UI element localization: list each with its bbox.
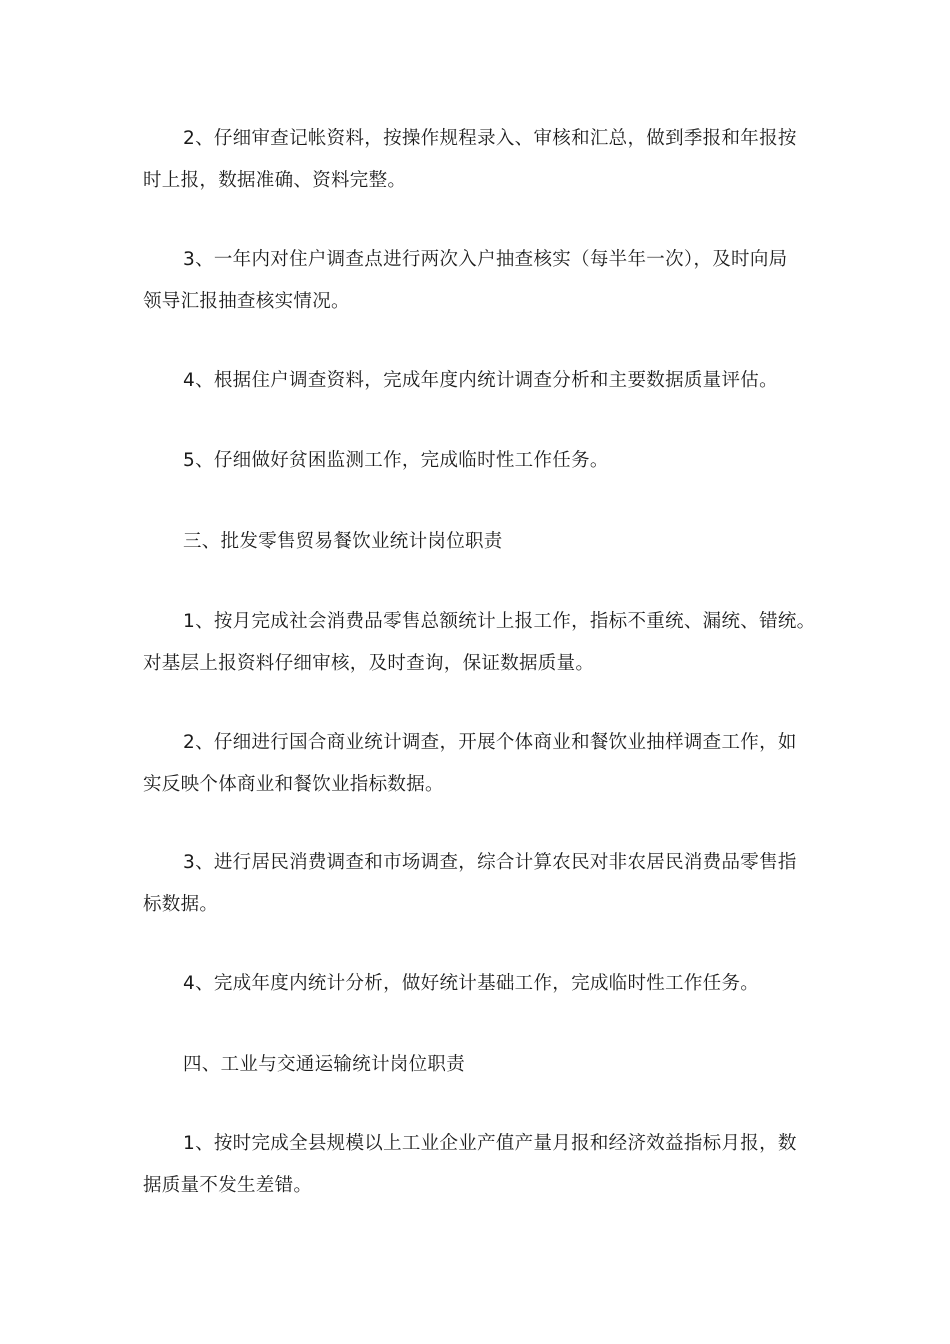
paragraph-p8 [143, 963, 823, 1005]
paragraph-line: 1、按时完成全县规模以上工业企业产值产量月报和经济效益指标月报，数 [183, 1133, 797, 1154]
paragraph-p7 [143, 842, 823, 926]
paragraph-line: 4、根据住户调查资料，完成年度内统计调查分析和主要数据质量评估。 [183, 370, 778, 391]
paragraph-p5 [143, 601, 823, 685]
paragraph-p4 [143, 440, 823, 482]
paragraph-line: 1、按月完成社会消费品零售总额统计上报工作，指标不重统、漏统、错统。 [183, 611, 816, 632]
paragraph-line: 3、进行居民消费调查和市场调查，综合计算农民对非农居民消费品零售指 [183, 852, 797, 873]
paragraph-line: 对基层上报资料仔细审核，及时查询，保证数据质量。 [143, 653, 595, 674]
paragraph-p9 [143, 1123, 823, 1207]
paragraph-line: 据质量不发生差错。 [143, 1175, 313, 1196]
paragraph-line: 标数据。 [143, 894, 219, 915]
paragraph-p6 [143, 722, 823, 806]
paragraph-p2 [143, 239, 823, 323]
section-heading-3 [143, 521, 823, 563]
section-heading-line: 三、批发零售贸易餐饮业统计岗位职责 [183, 531, 503, 552]
section-heading-4 [143, 1044, 823, 1086]
paragraph-line: 5、仔细做好贫困监测工作，完成临时性工作任务。 [183, 450, 609, 471]
paragraph-line: 领导汇报抽查核实情况。 [143, 291, 350, 312]
paragraph-line: 2、仔细进行国合商业统计调查，开展个体商业和餐饮业抽样调查工作，如 [183, 732, 797, 753]
paragraph-line: 时上报，数据准确、资料完整。 [143, 170, 407, 191]
paragraph-line: 3、一年内对住户调查点进行两次入户抽查核实（每半年一次），及时向局 [183, 249, 788, 270]
section-heading-line: 四、工业与交通运输统计岗位职责 [183, 1054, 466, 1075]
paragraph-p3 [143, 360, 823, 402]
paragraph-line: 2、仔细审查记帐资料，按操作规程录入、审核和汇总，做到季报和年报按 [183, 128, 797, 149]
paragraph-line: 实反映个体商业和餐饮业指标数据。 [143, 774, 444, 795]
paragraph-p1 [143, 118, 823, 202]
paragraph-line: 4、完成年度内统计分析，做好统计基础工作，完成临时性工作任务。 [183, 973, 760, 994]
